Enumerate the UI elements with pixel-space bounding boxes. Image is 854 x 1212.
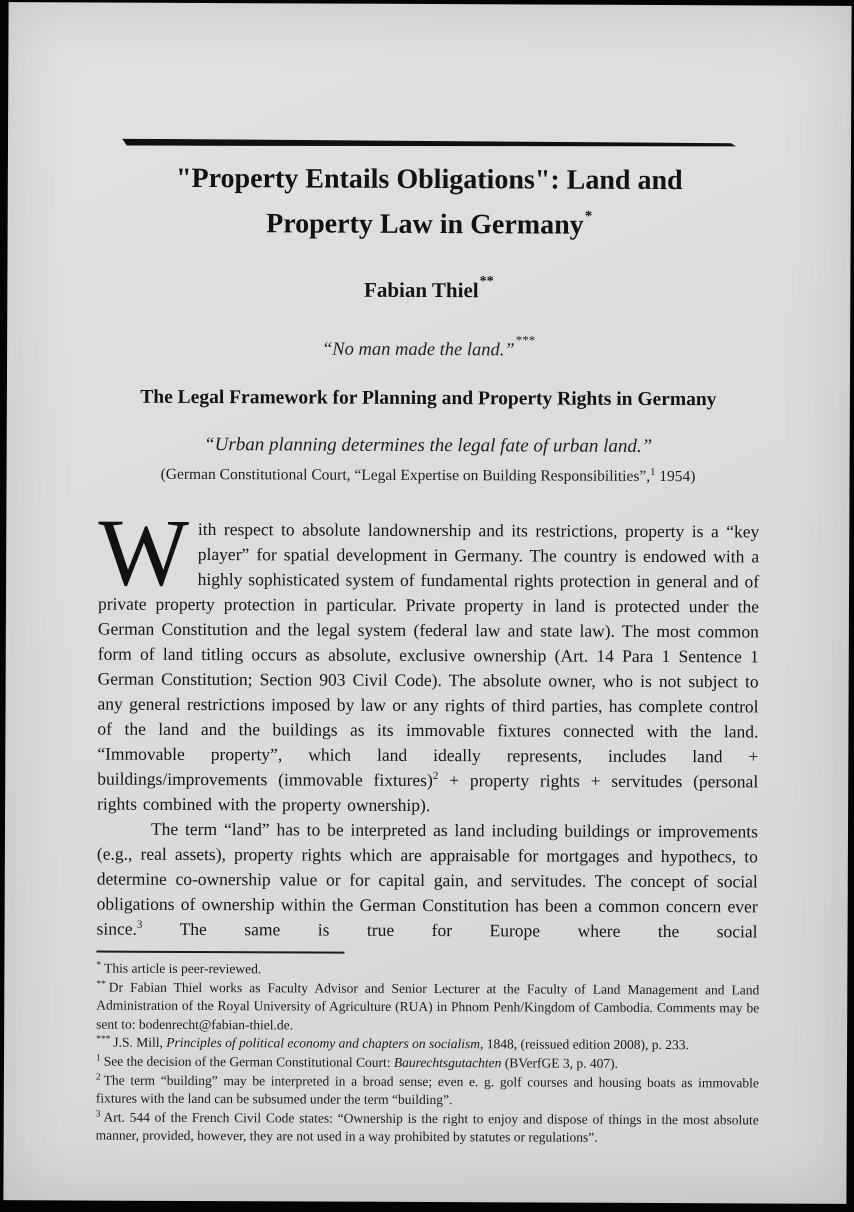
- block-quote: “Urban planning determines the legal fate of urban land.”: [204, 434, 653, 457]
- footnote-marker: 1: [95, 1053, 101, 1064]
- body-paragraph: [97, 817, 759, 945]
- attribution-footnote-marker: 1: [650, 466, 656, 478]
- text-run: (BVerfGE 3, p. 407).: [501, 1055, 619, 1071]
- footnote: [96, 960, 759, 981]
- article-title: [48, 159, 811, 244]
- text-run: The term “building” may be interpreted in a broad sense; even e. g. golf courses and housing boats as immovable fixtures with the land can be subsumed under the term “building”.: [95, 1072, 759, 1108]
- italic-text-run: Principles of political economy and chapters on socialism: [166, 1035, 481, 1052]
- attribution-text: (German Constitutional Court, “Legal Expertise on Building Responsibilities”,: [160, 465, 651, 485]
- footnote-marker: *: [96, 960, 102, 971]
- footnote-rule: [96, 951, 344, 954]
- text-run: See the decision of the German Constitutional Court:: [103, 1053, 394, 1070]
- footnote-marker: ***: [96, 1034, 111, 1045]
- text-run: + property rights + servitudes (personal rights combined with the property ownership).: [97, 770, 759, 816]
- text-run: ith respect to absolute landownership and its restrictions, property is a “key player” for spatial development in Germany. The country is endowed with a highly sophisticated system of fundamental rights protection in general and of private property protection in particular. Private property in land is protected under the German Constitution and the legal system (federal law and state law). The most common form of land titling occurs as absolute, exclusive ownership (Art. 14 Para 1 Sentence 1 German Constitution; Section 903 Civil Code). The absolute owner, who is not subject to any general restrictions imposed by law or any rights of third parties, has complete control of the land and the buildings as its immovable fixtures connected with the land. “Immovable property”, which land ideally represents, includes land + buildings/improvements (immovable fixtures): [97, 518, 760, 791]
- author-footnote-marker: **: [479, 274, 494, 290]
- footnote: [96, 1053, 759, 1074]
- quote-attribution: [7, 459, 850, 489]
- footnotes-section: [96, 960, 760, 1149]
- attribution-year: 1954): [655, 467, 696, 486]
- footnote: [96, 1108, 759, 1148]
- epigraph-footnote-marker: ***: [515, 332, 536, 348]
- text-run: The same is true for Europe where the social: [142, 918, 758, 942]
- section-heading: The Legal Framework for Planning and Property Rights in Germany: [140, 386, 717, 411]
- footnote-marker: 3: [95, 1109, 101, 1120]
- epigraph: [7, 325, 850, 365]
- article-title-line-1: "Property Entails Obligations": Land and: [175, 162, 683, 197]
- italic-text-run: Baurechtsgutachten: [393, 1054, 502, 1071]
- author-line: [7, 266, 850, 306]
- footnote: [96, 978, 759, 1037]
- epigraph-text: “No man made the land.”: [321, 339, 515, 361]
- text-run: Dr Fabian Thiel works as Faculty Advisor and Senior Lecturer at the Faculty of Land Management and Land Administration of the Royal University of Agriculture (RUA) in Phnom Penh/Kingdom of Cambodia. Comments may be sent to: bodenrecht@fabian-thiel.de.: [96, 979, 760, 1033]
- document-page: [3, 2, 851, 1204]
- drop-cap: W: [97, 498, 190, 606]
- article-body: [96, 498, 760, 945]
- footnote: [96, 1071, 759, 1111]
- text-run: , 1848, (reissued edition 2008), p. 233.: [480, 1036, 689, 1053]
- text-run: This article is peer-reviewed.: [104, 960, 262, 977]
- title-footnote-marker: *: [584, 208, 593, 225]
- author-name: Fabian Thiel: [364, 277, 479, 303]
- body-paragraph: [97, 498, 760, 820]
- text-run: Art. 544 of the French Civil Code states: “Ownership is the right to enjoy and dispose of things in the most absolute manner, provided, however, they are not used in a way prohibited by statutes or regulations”.: [95, 1109, 759, 1146]
- footnote-marker: 2: [95, 1072, 101, 1083]
- text-run: J.S. Mill,: [113, 1035, 167, 1051]
- footnote-marker: **: [96, 979, 106, 990]
- footnote-reference-marker: 3: [136, 918, 143, 931]
- footnote-reference-marker: 2: [432, 770, 439, 783]
- text-run: The term “land” has to be interpreted as land including buildings or improvements (e.g., real assets), property rights which are appraisable for mortgages and hypothecs, to determine co-ownership value or for capital gain, and servitudes. The concept of social obligations of ownership within the German Constitution has been a common concern ever since.: [96, 818, 759, 939]
- article-title-line-2: Property Law in Germany: [266, 208, 584, 241]
- title-rule: [122, 139, 736, 149]
